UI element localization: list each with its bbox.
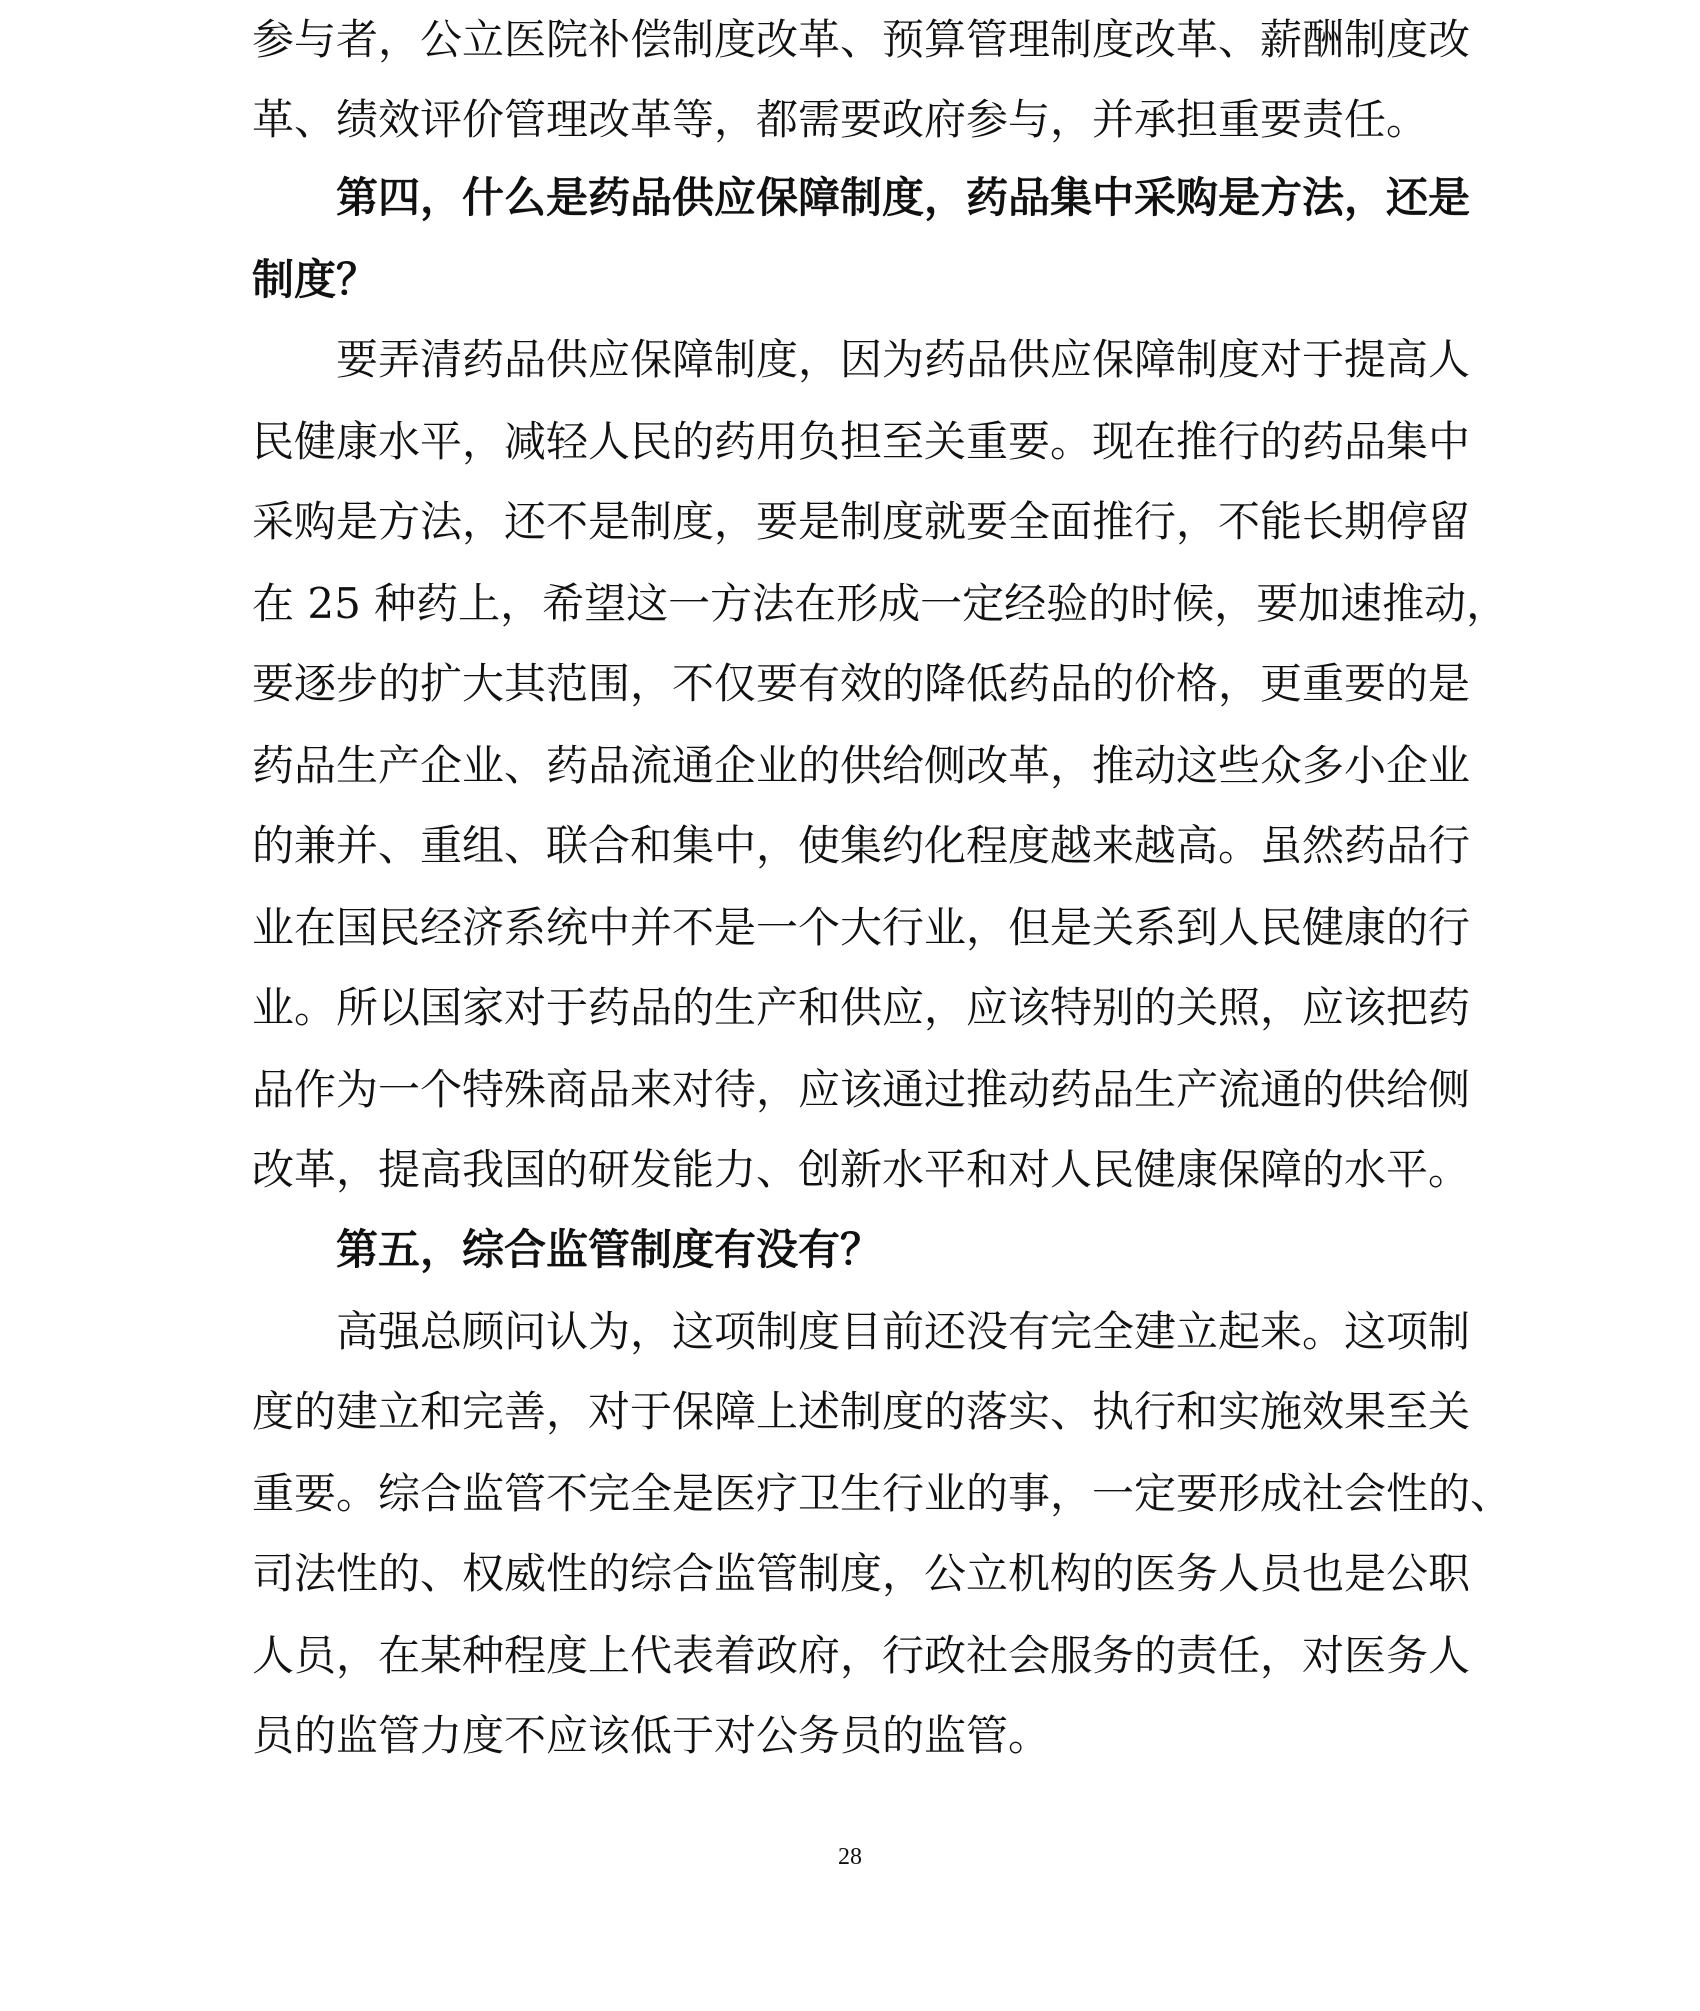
paragraph-line: 重要。综合监管不完全是医疗卫生行业的事，一定要形成社会性的、 (252, 1469, 1513, 1518)
text-line: 参与者，公立医院补偿制度改革、预算管理制度改革、薪酬制度改 (252, 15, 1471, 64)
page-number: 28 (838, 1844, 862, 1870)
paragraph-line: 的兼并、重组、联合和集中，使集约化程度越来越高。虽然药品行 (252, 821, 1471, 870)
section-heading: 第五，综合监管制度有没有？ (336, 1225, 883, 1274)
paragraph-line: 度的建立和完善，对于保障上述制度的落实、执行和实施效果至关 (252, 1387, 1471, 1436)
paragraph-line: 药品生产企业、药品流通企业的供给侧改革，推动这些众多小企业 (252, 741, 1471, 790)
paragraph-line: 员的监管力度不应该低于对公务员的监管。 (252, 1711, 1051, 1760)
paragraph-line: 在 25 种药上，希望这一方法在形成一定经验的时候，要加速推动， (252, 579, 1509, 628)
text-line: 革、绩效评价管理改革等，都需要政府参与，并承担重要责任。 (252, 95, 1429, 144)
paragraph-line: 业。所以国家对于药品的生产和供应，应该特别的关照，应该把药 (252, 983, 1471, 1032)
paragraph-line: 业在国民经济系统中并不是一个大行业，但是关系到人民健康的行 (252, 903, 1471, 952)
section-heading: 第四，什么是药品供应保障制度，药品集中采购是方法，还是 (336, 173, 1471, 222)
paragraph-line: 要弄清药品供应保障制度，因为药品供应保障制度对于提高人 (336, 335, 1471, 384)
paragraph-line: 高强总顾问认为，这项制度目前还没有完全建立起来。这项制 (336, 1307, 1471, 1356)
paragraph-line: 司法性的、权威性的综合监管制度，公立机构的医务人员也是公职 (252, 1549, 1471, 1598)
paragraph-line: 采购是方法，还不是制度，要是制度就要全面推行，不能长期停留 (252, 497, 1471, 546)
paragraph-line: 民健康水平，减轻人民的药用负担至关重要。现在推行的药品集中 (252, 417, 1471, 466)
section-heading: 制度？ (252, 255, 379, 304)
paragraph-line: 要逐步的扩大其范围，不仅要有效的降低药品的价格，更重要的是 (252, 659, 1471, 708)
paragraph-line: 品作为一个特殊商品来对待，应该通过推动药品生产流通的供给侧 (252, 1065, 1471, 1114)
paragraph-line: 人员，在某种程度上代表着政府，行政社会服务的责任，对医务人 (252, 1631, 1471, 1680)
paragraph-line: 改革，提高我国的研发能力、创新水平和对人民健康保障的水平。 (252, 1145, 1471, 1194)
